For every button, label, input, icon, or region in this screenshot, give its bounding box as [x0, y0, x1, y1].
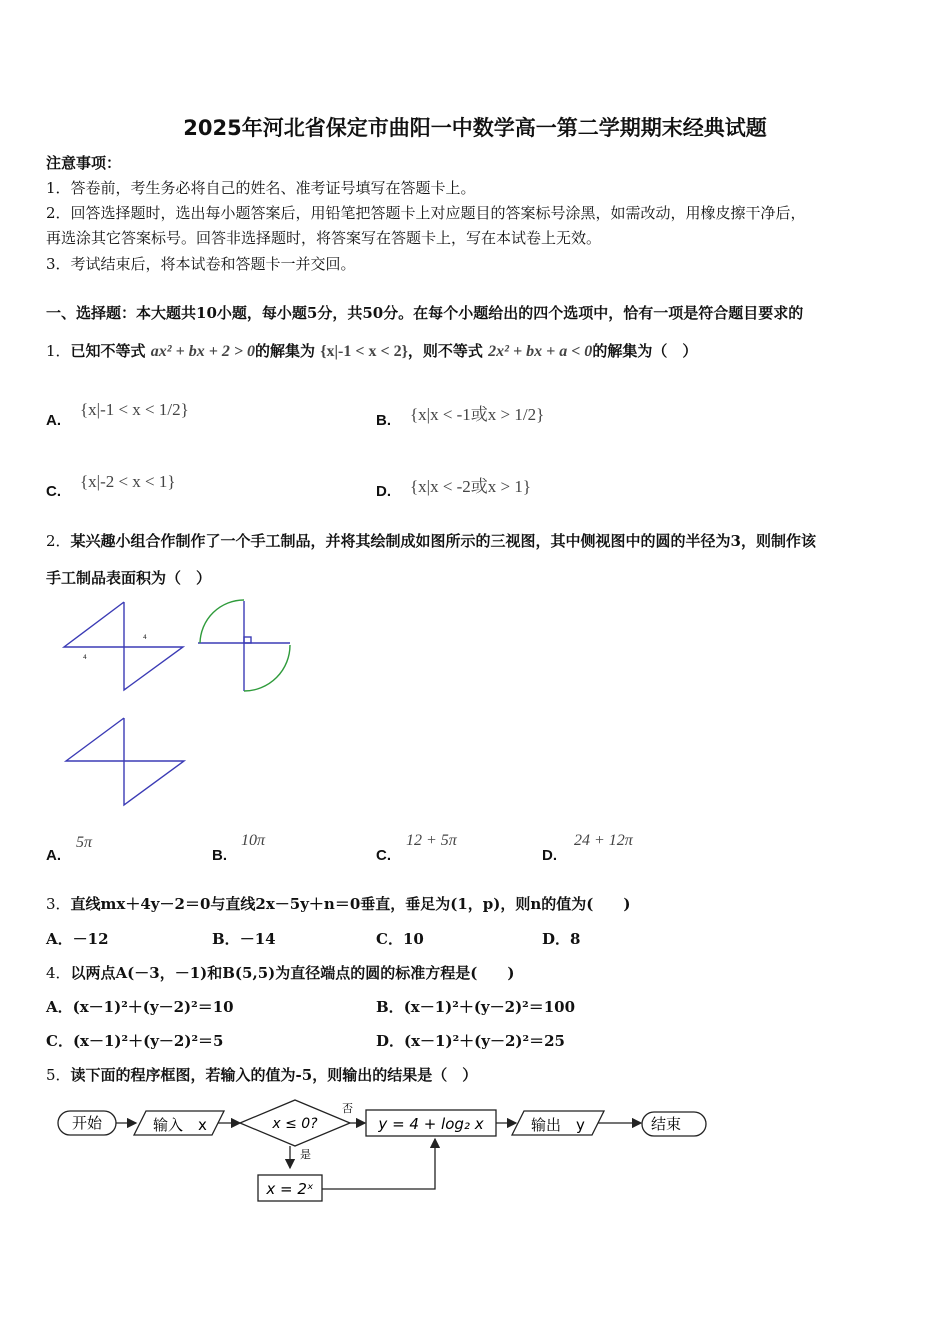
three-view-figure	[55, 595, 305, 815]
option-label: A.	[46, 847, 61, 864]
q1-text-b: 的解集为	[254, 342, 315, 360]
option-value: 12 + 5π	[406, 832, 457, 849]
option: B．(x－1)²＋(y－2)²＝100	[376, 998, 576, 1016]
option-value: 24 + 12π	[574, 832, 633, 849]
q5-text: 读下面的程序框图，若输入的值为-5，则输出的结果是（ ）	[70, 1066, 478, 1084]
condition-label: x ≤ 0?	[272, 1116, 318, 1132]
dimension-label: 4	[143, 634, 147, 641]
question-number: 5．	[46, 1066, 71, 1084]
q2-line1: 某兴趣小组合作制作了一个手工制品，并将其绘制成如图所示的三视图，其中侧视图中的圆的半径为3，则制作该	[70, 532, 816, 550]
notice-item: 1．答卷前，考生务必将自己的姓名、准考证号填写在答题卡上。	[46, 179, 476, 197]
no-label: 否	[342, 1102, 353, 1115]
assign-y-label: y = 4 + log₂ x	[378, 1115, 484, 1133]
option-label: B.	[376, 412, 391, 429]
yes-label: 是	[300, 1148, 311, 1161]
question-number: 1．	[46, 342, 71, 360]
q1-text-a: 已知不等式	[70, 342, 146, 360]
side-view-arc	[244, 645, 290, 691]
option-value: 5π	[76, 834, 93, 851]
option: C．(x－1)²＋(y－2)²＝5	[46, 1032, 224, 1050]
end-label: 结束	[650, 1115, 682, 1133]
q1-expr2: 2x² + bx + a < 0	[488, 343, 593, 360]
option-label: B.	[212, 847, 227, 864]
question-4	[46, 962, 514, 983]
question-3	[46, 893, 631, 914]
q1-expr1: ax² + bx + 2 > 0	[150, 343, 255, 360]
option: D．8	[542, 930, 581, 948]
notice-heading: 注意事项：	[46, 154, 122, 172]
option-label: C.	[46, 483, 61, 500]
notice-item: 3．考试结束后，将本试卷和答题卡一并交回。	[46, 255, 356, 273]
assign-x-label: x = 2ˣ	[266, 1180, 314, 1198]
option-label: C.	[376, 847, 391, 864]
q4-text: 以两点A(－3，－1)和B(5,5)为直径端点的圆的标准方程是( )	[70, 964, 515, 982]
option: A．－12	[46, 930, 109, 948]
start-label: 开始	[71, 1114, 103, 1132]
option: C．10	[376, 930, 424, 948]
q1-set1: {x|-1 < x < 2}	[320, 343, 408, 360]
q1-text-d: 的解集为（ ）	[592, 342, 698, 360]
question-number: 3．	[46, 895, 71, 913]
q1-text-c: ，则不等式	[407, 342, 483, 360]
option-label: A.	[46, 412, 61, 429]
side-view-arc	[200, 600, 244, 643]
notice-item: 2．回答选择题时，选出每小题答案后，用铅笔把答题卡上对应题目的答案标号涂黑，如需改动，用橡皮擦干净后，	[46, 204, 806, 222]
option-value: {x|-1 < x < 1/2}	[80, 400, 189, 419]
output-label: 输出 y	[531, 1116, 585, 1134]
q2-line2: 手工制品表面积为（ ）	[46, 569, 212, 587]
question-number: 4．	[46, 964, 71, 982]
option-value: {x|x < -1或x > 1/2}	[410, 405, 545, 424]
dimension-label: 4	[83, 654, 87, 661]
option-value: {x|-2 < x < 1}	[80, 472, 176, 491]
option-label: D.	[542, 847, 557, 864]
option: D．(x－1)²＋(y－2)²＝25	[376, 1032, 565, 1050]
section-heading: 一、选择题：本大题共10小题，每小题5分，共50分。在每个小题给出的四个选项中，恰有一项是符合题目要求的	[46, 304, 804, 322]
front-view	[64, 602, 183, 690]
question-5	[46, 1064, 477, 1085]
flowchart	[50, 1095, 720, 1210]
option: B．－14	[212, 930, 276, 948]
right-angle-mark	[244, 637, 251, 643]
question-number: 2．	[46, 532, 71, 550]
option-value: {x|x < -2或x > 1}	[410, 477, 532, 496]
input-label: 输入 x	[153, 1116, 207, 1134]
option: A．(x－1)²＋(y－2)²＝10	[46, 998, 234, 1016]
notice-item: 再选涂其它答案标号。回答非选择题时，将答案写在答题卡上，写在本试卷上无效。	[46, 229, 602, 247]
q3-text: 直线mx＋4y－2＝0与直线2x－5y＋n＝0垂直，垂足为(1，p)，则n的值为( )	[70, 895, 631, 913]
top-view	[66, 718, 184, 805]
page-title: 2025年河北省保定市曲阳一中数学高一第二学期期末经典试题	[183, 116, 767, 140]
question-1	[46, 340, 697, 361]
option-value: 10π	[241, 832, 266, 849]
question-2	[46, 530, 816, 551]
option-label: D.	[376, 483, 391, 500]
